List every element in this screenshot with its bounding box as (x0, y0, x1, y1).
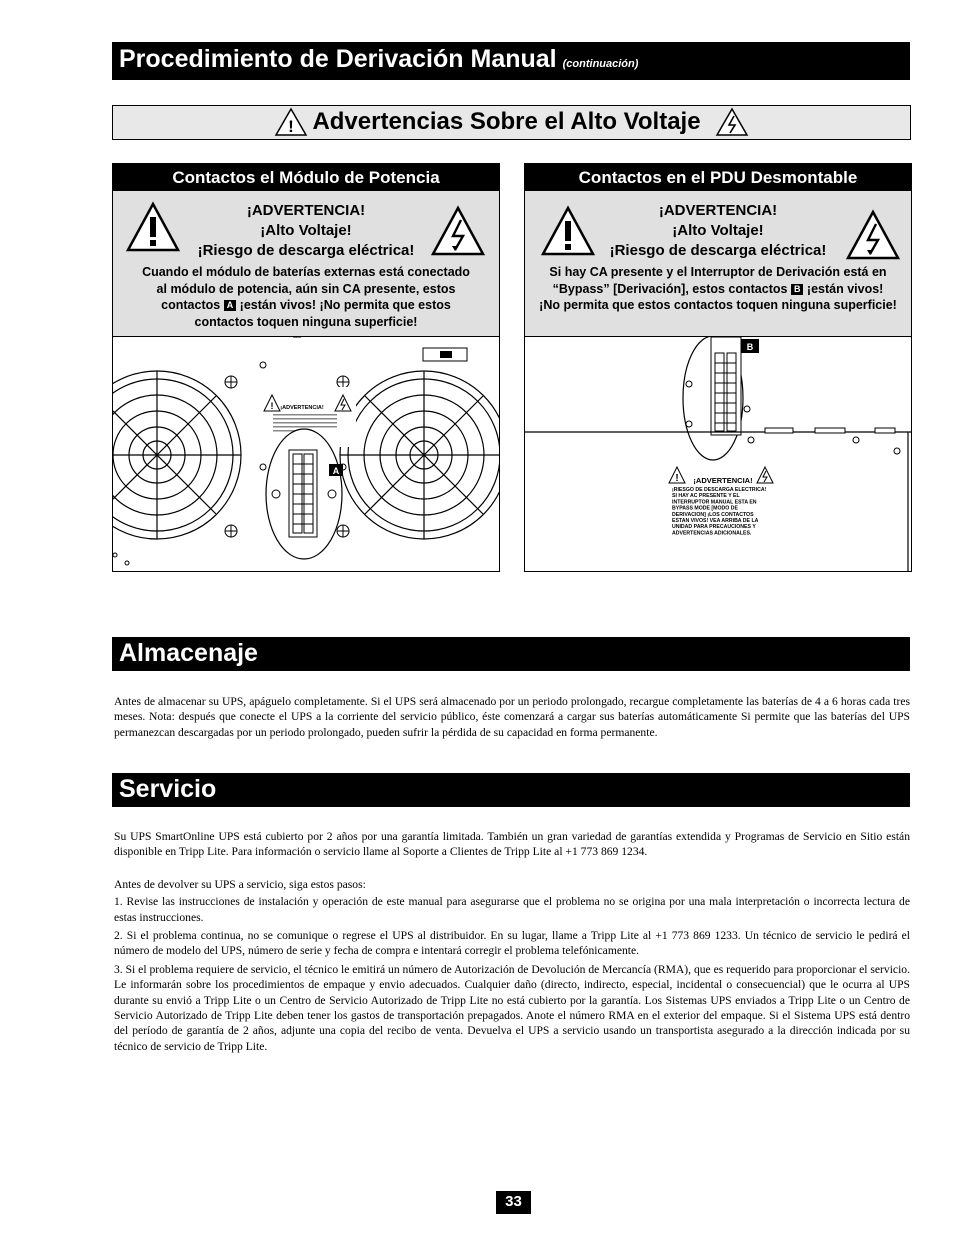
warning-line-2: ¡Alto Voltaje! (672, 222, 764, 239)
sticker-title: ¡ADVERTENCIA! (693, 476, 753, 485)
svg-text:!: ! (675, 473, 679, 484)
warning-text-line: al módulo de potencia, aún sin CA presente, estos (156, 281, 456, 296)
warning-text-line (531, 281, 905, 298)
section-title: Procedimiento de Derivación Manual (119, 45, 557, 73)
warning-box (525, 191, 911, 337)
left-fan (113, 371, 241, 539)
panel-title: Contactos en el PDU Desmontable (525, 164, 911, 191)
lightning-triangle-icon (715, 107, 749, 137)
service-step-2: 2. Si el problema continua, no se comunique o regrese el UPS al distribuidor. En su lugar, llame a Tripp Lite al +1 773 869 1233. Un técnico de servicio le pedirá el número de modelo del UPS, número de serie y fecha de compra e intentará corregir el problema telefónicamente. (114, 929, 910, 958)
sticker-text-line: SI HAY AC PRESENTE Y EL (672, 493, 740, 500)
service-step-3: 3. Si el problema requiere de servicio, el técnico le emitirá un número de Autorización de Devolución de Mercancía (RMA), que es requerido para proporcionar el servicio. Le informarán sobre los procedimientos de empaque y envio adecuados. Cualquier daño (directo, indirecto, especial, incidental o consecuencial) que le ocurra al UPS durante su envió a Tripp Lite o un Centro de Servicio Autorizado de Tripp Lite no está cubierto por la garantía. Los Sistemas UPS enviados a Tripp Lite o un Centro de Servicio Autorizado de Tripp Lite deben tener los gastos de transportación prepagados. Anote el número RMA en el exterior del empaque. Si el Sistema UPS está dentro del período de garantía de 2 años, adjunte una copia del recibo de venta. Devuelva el UPS a servicio usando un transportista asegurado a la dirección indicada por su técnico de servicio de Tripp Lite. (114, 962, 910, 1053)
warning-text-line: contactos toquen ninguna superficie! (194, 314, 418, 329)
warning-box (113, 191, 499, 337)
warning-text-part: contactos (161, 298, 221, 312)
warning-text-part: “Bypass” [Derivación], estos contactos (552, 281, 788, 296)
section-header-bypass (112, 42, 910, 80)
section-title: Almacenaje (119, 639, 258, 667)
storage-paragraph (114, 694, 910, 740)
service-paragraphs (114, 829, 910, 1054)
pdu-contacts-panel (524, 163, 912, 572)
high-voltage-banner (112, 105, 911, 140)
sticker-text-line: ¡RIESGO DE DESCARGA ELECTRICA! (672, 487, 767, 493)
warning-text-line: Si hay CA presente y el Interruptor de Derivación está en (549, 265, 887, 279)
section-title: Servicio (119, 775, 217, 803)
warning-heading (113, 201, 499, 261)
section-subtitle: (continuación) (562, 58, 639, 70)
contact-badge-b: B (791, 284, 804, 295)
svg-text:!: ! (288, 117, 294, 136)
high-voltage-title: Advertencias Sobre el Alto Voltaje (312, 108, 701, 135)
contact-badge-a: A (224, 300, 237, 311)
page-number: 33 (496, 1191, 531, 1214)
warning-text-line: Cuando el módulo de baterías externas está conectado (142, 265, 470, 279)
warning-line-3: ¡Riesgo de descarga eléctrica! (197, 242, 415, 259)
pdu-diagram (525, 337, 911, 572)
pdu-warning-sticker (669, 467, 773, 536)
warning-line-3: ¡Riesgo de descarga eléctrica! (609, 242, 827, 259)
service-step-1: 1. Revise las instrucciones de instalación y operación de este manual para asegurarse que el problema no se origina por una mala interpretación o incorrecta lectura de estas instrucciones. (114, 895, 910, 924)
warning-text (531, 264, 905, 314)
warning-heading (525, 201, 911, 261)
service-text: Antes de devolver su UPS a servicio, siga estos pasos: (114, 877, 366, 891)
sticker-title: ¡ADVERTENCIA! (280, 405, 324, 411)
sticker-text-line: ADVERTENCIAS ADICIONALES. (672, 530, 752, 537)
panel-title: Contactos el Módulo de Potencia (113, 164, 499, 191)
warning-line-1: ¡ADVERTENCIA! (658, 202, 778, 219)
warning-line-2: ¡Alto Voltaje! (260, 222, 352, 239)
contact-label-b: B (746, 342, 754, 352)
warning-triangle-icon (274, 107, 308, 137)
service-text: Su UPS SmartOnline UPS está cubierto por 2 años por una garantía limitada. También un gran variedad de garantías extendida y Programas de Servicio en Sitio están disponible en Tripp Lite. Para información o servicio llame al Soporte a Clientes de Tripp Lite al +1 773 869 1234. (114, 830, 910, 859)
power-module-diagram (113, 337, 499, 572)
warning-text-line (119, 297, 493, 314)
sticker-text-line: DERIVACION] ¡LOS CONTACTOS (672, 511, 754, 518)
section-header-service (112, 773, 910, 807)
sticker-text-line: INTERRUPTOR MANUAL ESTA EN (672, 499, 757, 506)
warning-text-part: ¡están vivos! ¡No permita que estos (239, 298, 451, 312)
sticker-text-line: ESTAN VIVOS! VEA ARRIBA DE LA (672, 518, 759, 524)
warning-line-1: ¡ADVERTENCIA! (246, 202, 366, 219)
warning-text-line: ¡No permita que estos contactos toquen ninguna superficie! (539, 298, 897, 312)
svg-text:!: ! (270, 401, 274, 411)
storage-text: Antes de almacenar su UPS, apáguelo completamente. Si el UPS será almacenado por un periodo prolongado, recargue completamente las baterías de 4 a 6 horas cada tres meses. Nota: después que conecte el UPS a la corriente del servicio público, éste comenzará a cargar sus baterías automáticamente Si permite que las baterías del UPS permanezcan descargadas por un periodo prolongado, pueden sufrir la pérdida de su capacidad en forma permanente. (114, 695, 910, 739)
sticker-text-line: UNIDAD PARA PRECAUCIONES Y (672, 524, 756, 531)
warning-text-part: ¡están vivos! (806, 281, 884, 296)
power-module-contacts-panel (112, 163, 500, 572)
warning-text (119, 264, 493, 330)
contact-label-a: A (332, 466, 340, 476)
section-header-storage (112, 637, 910, 671)
sticker-text-line: BYPASS MODE [MODO DE (672, 505, 738, 512)
